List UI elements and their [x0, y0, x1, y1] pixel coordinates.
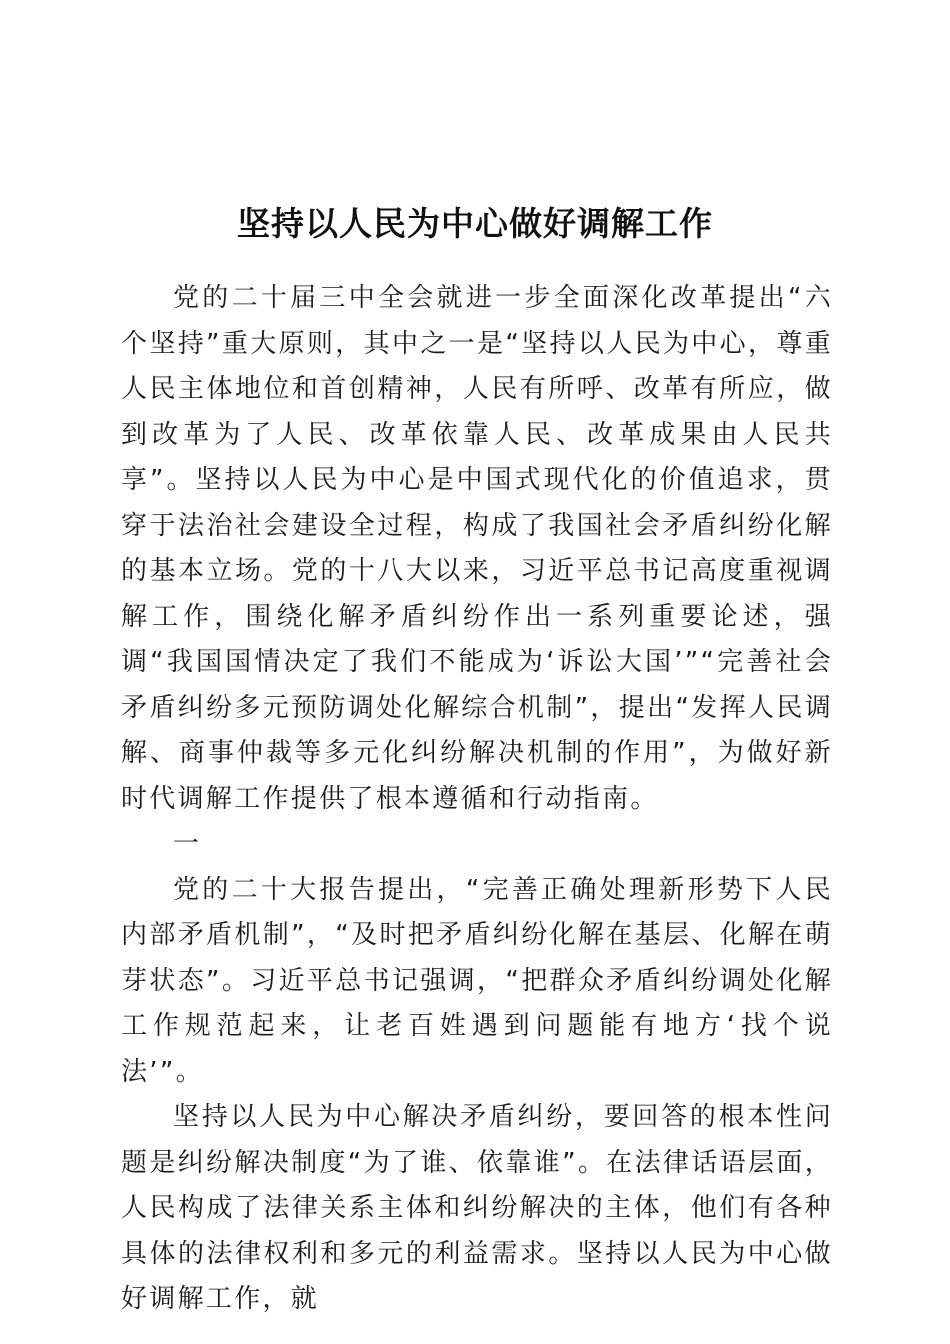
document-body	[121, 276, 833, 1323]
document-title: 坚持以人民为中心做好调解工作	[237, 204, 713, 244]
paragraph-report: 党的二十大报告提出，“完善正确处理新形势下人民内部矛盾机制”，“及时把矛盾纠纷化解在基层、化解在萌芽状态”。习近平总书记强调，“把群众矛盾纠纷调处化解工作规范起来，让老百姓遇到问题能有地方‘找个说法’”。	[121, 874, 833, 1087]
paragraph-intro: 党的二十届三中全会就进一步全面深化改革提出“六个坚持”重大原则，其中之一是“坚持以人民为中心，尊重人民主体地位和首创精神，人民有所呼、改革有所应，做到改革为了人民、改革依靠人民、改革成果由人民共享”。坚持以人民为中心是中国式现代化的价值追求，贯穿于法治社会建设全过程，构成了我国社会矛盾纠纷化解的基本立场。党的十八大以来，习近平总书记高度重视调解工作，围绕化解矛盾纠纷作出一系列重要论述，强调“我国国情决定了我们不能成为‘诉讼大国’”“完善社会矛盾纠纷多元预防调处化解综合机制”，提出“发挥人民调解、商事仲裁等多元化纠纷解决机制的作用”，为做好新时代调解工作提供了根本遵循和行动指南。	[121, 283, 833, 814]
paragraph-people-centered: 坚持以人民为中心解决矛盾纠纷，要回答的根本性问题是纠纷解决制度“为了谁、依靠谁”。在法律话语层面，人民构成了法律关系主体和纠纷解决的主体，他们有各种具体的法律权利和多元的利益需求。坚持以人民为中心做好调解工作，就	[121, 1102, 833, 1314]
section-number-one: 一	[173, 829, 202, 859]
